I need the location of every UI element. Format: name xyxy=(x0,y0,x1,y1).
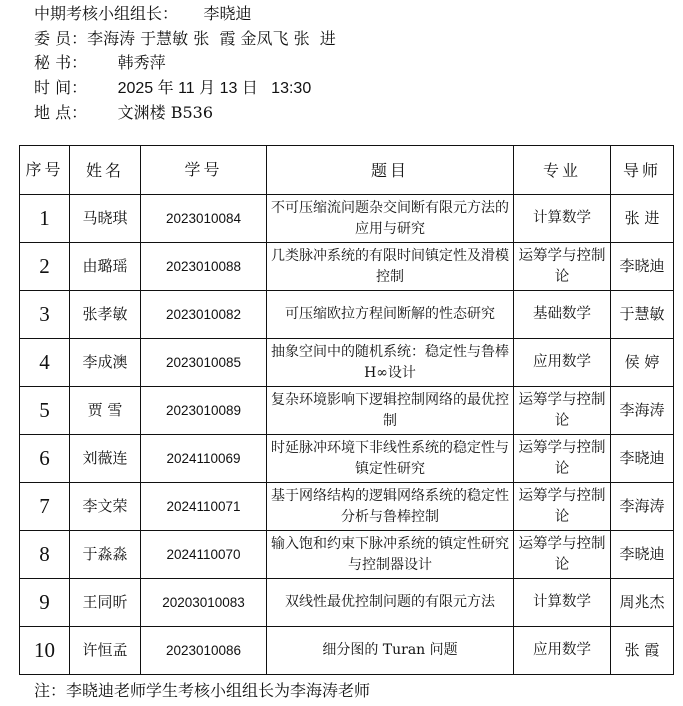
table-row xyxy=(20,291,674,339)
cell-major: 应用数学 xyxy=(514,627,611,675)
footnote: 注：李晓迪老师学生考核小组组长为李海涛老师 xyxy=(34,681,371,700)
cell-id: 2023010085 xyxy=(141,339,267,387)
cell-advisor: 李海涛 xyxy=(611,483,674,531)
table-row xyxy=(20,339,674,387)
place-value: 文渊楼 B536 xyxy=(117,103,213,122)
col-header-no: 序号 xyxy=(20,146,70,195)
cell-name: 许恒孟 xyxy=(70,627,141,675)
cell-no: 7 xyxy=(20,483,70,531)
cell-name: 于淼淼 xyxy=(70,531,141,579)
cell-advisor: 张 霞 xyxy=(611,627,674,675)
cell-advisor: 李晓迪 xyxy=(611,531,674,579)
cell-name: 李文荣 xyxy=(70,483,141,531)
cell-major: 运筹学与控制论 xyxy=(514,387,611,435)
cell-title: 输入饱和约束下脉冲系统的镇定性研究与控制器设计 xyxy=(267,531,514,579)
table-row xyxy=(20,579,674,627)
cell-title: 不可压缩流问题杂交间断有限元方法的应用与研究 xyxy=(267,195,514,243)
place-label: 地 点： xyxy=(34,103,88,122)
cell-id: 2023010084 xyxy=(141,195,267,243)
time-row xyxy=(34,76,336,102)
time-label: 时 间： xyxy=(34,77,88,97)
col-header-name: 姓名 xyxy=(70,146,141,195)
members-label: 委 员： xyxy=(34,28,88,48)
cell-advisor: 李晓迪 xyxy=(611,243,674,291)
secretary-label: 秘 书： xyxy=(34,53,88,72)
col-header-title: 题目 xyxy=(267,146,514,195)
cell-name: 贾 雪 xyxy=(70,387,141,435)
leader-label: 中期考核小组组长： xyxy=(34,4,179,23)
cell-title: 几类脉冲系统的有限时间镇定性及滑模控制 xyxy=(267,243,514,291)
col-header-id: 学号 xyxy=(141,146,267,195)
cell-major: 应用数学 xyxy=(514,339,611,387)
cell-no: 4 xyxy=(20,339,70,387)
secretary-value: 韩秀萍 xyxy=(117,53,166,72)
cell-id: 2023010088 xyxy=(141,243,267,291)
cell-no: 1 xyxy=(20,195,70,243)
cell-name: 马晓琪 xyxy=(70,195,141,243)
cell-title: 时延脉冲环境下非线性系统的稳定性与镇定性研究 xyxy=(267,435,514,483)
col-header-advisor: 导师 xyxy=(611,146,674,195)
cell-id: 2023010082 xyxy=(141,291,267,339)
cell-id: 20203010083 xyxy=(141,579,267,627)
table-row xyxy=(20,531,674,579)
leader-value: 李晓迪 xyxy=(203,4,252,23)
cell-major: 基础数学 xyxy=(514,291,611,339)
cell-title: 抽象空间中的随机系统：稳定性与鲁棒H∞设计 xyxy=(267,339,514,387)
cell-id: 2024110071 xyxy=(141,483,267,531)
time-value: 2025 年 11 月 13 日 13:30 xyxy=(117,79,312,97)
cell-advisor: 李海涛 xyxy=(611,387,674,435)
cell-name: 由璐瑶 xyxy=(70,243,141,291)
cell-major: 运筹学与控制论 xyxy=(514,483,611,531)
cell-advisor: 李晓迪 xyxy=(611,435,674,483)
cell-name: 张孝敏 xyxy=(70,291,141,339)
cell-title: 复杂环境影响下逻辑控制网络的最优控制 xyxy=(267,387,514,435)
cell-major: 运筹学与控制论 xyxy=(514,531,611,579)
cell-major: 计算数学 xyxy=(514,195,611,243)
table-row xyxy=(20,243,674,291)
secretary-row xyxy=(34,51,336,76)
table-row xyxy=(20,387,674,435)
table-row xyxy=(20,435,674,483)
cell-id: 2024110069 xyxy=(141,435,267,483)
cell-title: 可压缩欧拉方程间断解的性态研究 xyxy=(267,291,514,339)
cell-advisor: 张 进 xyxy=(611,195,674,243)
cell-no: 9 xyxy=(20,579,70,627)
table-header-row xyxy=(20,146,674,195)
cell-no: 2 xyxy=(20,243,70,291)
cell-no: 8 xyxy=(20,531,70,579)
cell-title: 细分图的 Turan 问题 xyxy=(267,627,514,675)
committee-header xyxy=(34,2,336,126)
cell-no: 10 xyxy=(20,627,70,675)
members-value: 李海涛 于慧敏 张 霞 金凤飞 张 进 xyxy=(87,28,336,48)
table-row xyxy=(20,627,674,675)
table-row xyxy=(20,195,674,243)
cell-id: 2023010089 xyxy=(141,387,267,435)
cell-name: 李成澳 xyxy=(70,339,141,387)
cell-id: 2024110070 xyxy=(141,531,267,579)
cell-major: 运筹学与控制论 xyxy=(514,243,611,291)
cell-no: 3 xyxy=(20,291,70,339)
col-header-major: 专业 xyxy=(514,146,611,195)
cell-name: 王同昕 xyxy=(70,579,141,627)
cell-advisor: 周兆杰 xyxy=(611,579,674,627)
cell-title: 基于网络结构的逻辑网络系统的稳定性分析与鲁棒控制 xyxy=(267,483,514,531)
members-row xyxy=(34,27,336,52)
cell-name: 刘薇连 xyxy=(70,435,141,483)
place-row xyxy=(34,101,336,126)
cell-id: 2023010086 xyxy=(141,627,267,675)
table-row xyxy=(20,483,674,531)
cell-major: 运筹学与控制论 xyxy=(514,435,611,483)
cell-no: 5 xyxy=(20,387,70,435)
cell-advisor: 侯 婷 xyxy=(611,339,674,387)
leader-row xyxy=(34,2,336,27)
cell-major: 计算数学 xyxy=(514,579,611,627)
cell-advisor: 于慧敏 xyxy=(611,291,674,339)
cell-no: 6 xyxy=(20,435,70,483)
cell-title: 双线性最优控制问题的有限元方法 xyxy=(267,579,514,627)
student-table xyxy=(19,145,674,675)
